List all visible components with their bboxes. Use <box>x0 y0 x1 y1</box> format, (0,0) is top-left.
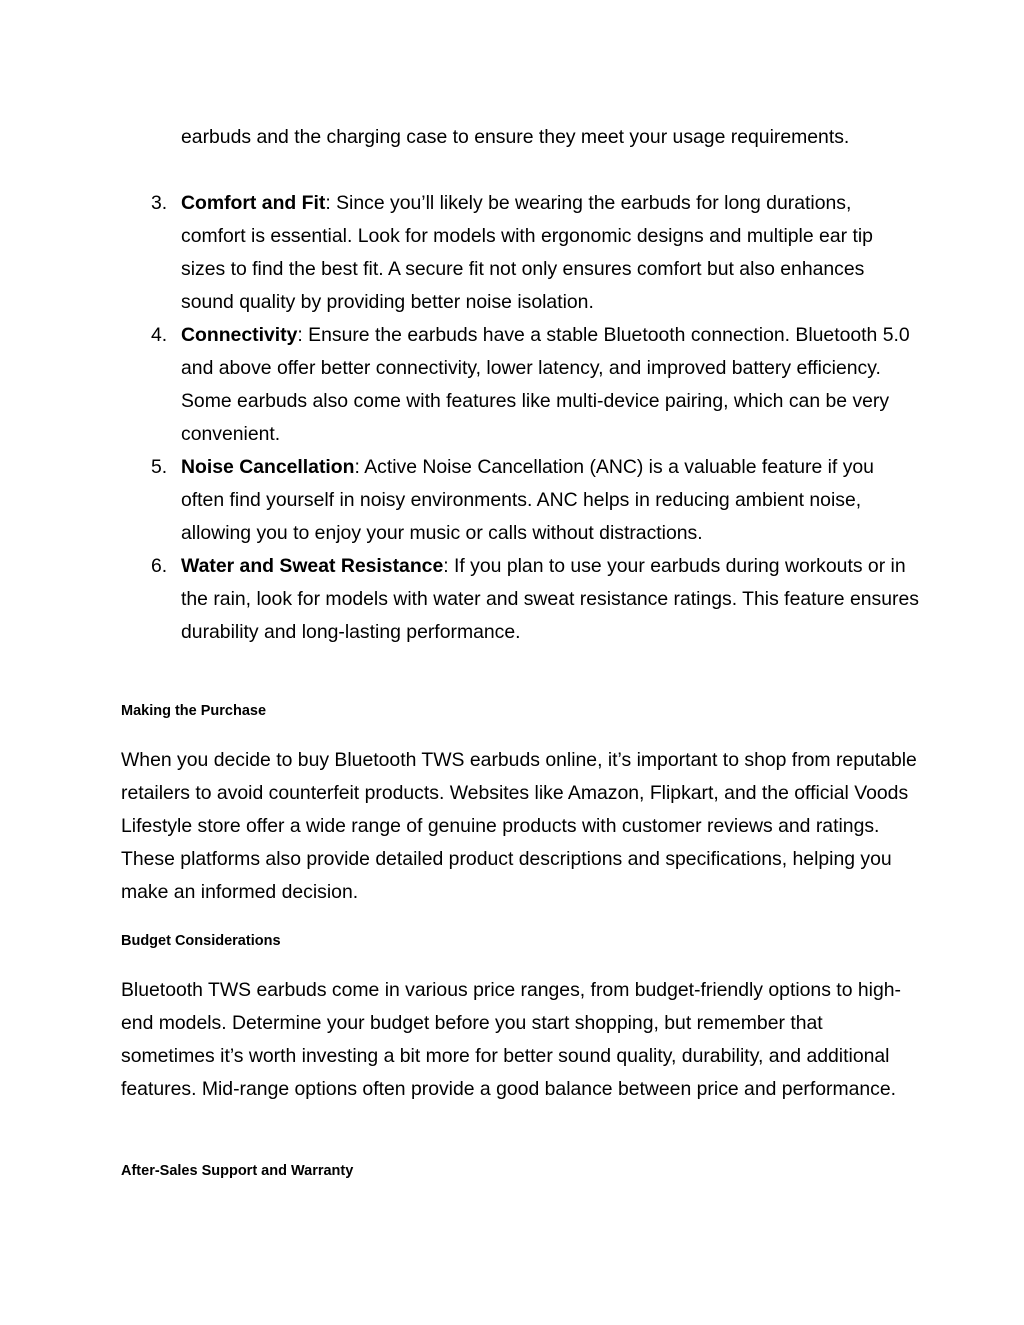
section-heading-after-sales-support: After-Sales Support and Warranty <box>121 1163 354 1179</box>
list-number: 3. <box>151 192 168 214</box>
list-item-term: Comfort and Fit <box>181 192 326 214</box>
list-number: 5. <box>151 456 168 478</box>
list-item-continuation: earbuds and the charging case to ensure they meet your usage requirements. <box>181 126 850 148</box>
numbered-list <box>121 187 921 649</box>
list-item-water-and-sweat-resistance <box>121 550 921 649</box>
list-item-term: Water and Sweat Resistance <box>181 555 444 577</box>
list-item-text: : If you plan to use your earbuds during workouts or in the rain, look for models with water and sweat resistance ratings. This feature ensures durability and long-lasting performance. <box>181 555 919 643</box>
list-item-connectivity <box>121 319 921 451</box>
list-item-text: : Since you’ll likely be wearing the earbuds for long durations, comfort is essential. Look for models with ergonomic designs and multiple ear tip sizes to find the best fit. A secure fit not only ensures comfort but also enhances sound quality by providing better noise isolation. <box>181 192 873 313</box>
list-number: 6. <box>151 555 168 577</box>
list-item-term: Connectivity <box>181 324 298 346</box>
section-paragraph-budget-considerations: Bluetooth TWS earbuds come in various price ranges, from budget-friendly options to high-end models. Determine your budget before you start shopping, but remember that sometimes it’s worth investing a bit more for better sound quality, durability, and additional features. Mid-range options often provide a good balance between price and performance. <box>121 979 901 1100</box>
list-item-text: : Ensure the earbuds have a stable Bluetooth connection. Bluetooth 5.0 and above offer better connectivity, lower latency, and improved battery efficiency. Some earbuds also come with features like multi-device pairing, which can be very convenient. <box>181 324 910 445</box>
list-item-term: Noise Cancellation <box>181 456 355 478</box>
section-heading-making-the-purchase: Making the Purchase <box>121 703 267 719</box>
section-heading-budget-considerations: Budget Considerations <box>121 933 281 949</box>
section-paragraph-making-the-purchase: When you decide to buy Bluetooth TWS earbuds online, it’s important to shop from reputable retailers to avoid counterfeit products. Websites like Amazon, Flipkart, and the official Voods Lifestyle store offer a wide range of genuine products with customer reviews and ratings. These platforms also provide detailed product descriptions and specifications, helping you make an informed decision. <box>121 749 917 903</box>
list-item-text: : Active Noise Cancellation (ANC) is a valuable feature if you often find yourself in noisy environments. ANC helps in reducing ambient noise, allowing you to enjoy your music or calls without distractions. <box>181 456 874 544</box>
list-item-noise-cancellation <box>121 451 921 550</box>
list-item-comfort-and-fit <box>121 187 921 319</box>
list-number: 4. <box>151 324 168 346</box>
